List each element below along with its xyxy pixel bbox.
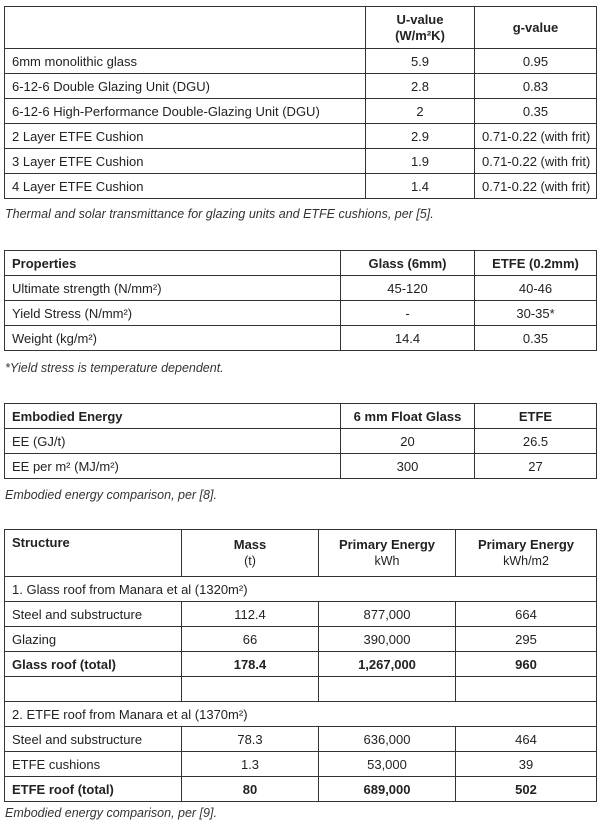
empty-cell bbox=[182, 677, 319, 702]
empty-row bbox=[5, 677, 597, 702]
table3-caption: Embodied energy comparison, per [8]. bbox=[5, 488, 217, 502]
cell-mass: 80 bbox=[182, 777, 319, 802]
table-header-row bbox=[5, 530, 597, 577]
cell-label: Weight (kg/m²) bbox=[5, 326, 341, 351]
cell-mass: 112.4 bbox=[182, 602, 319, 627]
table-row bbox=[5, 276, 597, 301]
cell-pe-m2: 502 bbox=[456, 777, 597, 802]
cell-label: Yield Stress (N/mm²) bbox=[5, 301, 341, 326]
empty-cell bbox=[456, 677, 597, 702]
cell-pe-m2: 960 bbox=[456, 652, 597, 677]
table-row bbox=[5, 454, 597, 479]
table-row bbox=[5, 174, 597, 199]
cell-pe-m2: 295 bbox=[456, 627, 597, 652]
cell-label: 4 Layer ETFE Cushion bbox=[5, 174, 366, 199]
header-g-value: g-value bbox=[475, 7, 597, 49]
cell-label: 6-12-6 Double Glazing Unit (DGU) bbox=[5, 74, 366, 99]
structure-label: Structure bbox=[12, 535, 70, 550]
primary-energy-unit: kWh bbox=[374, 554, 400, 568]
u-value-unit: (W/m²K) bbox=[395, 27, 445, 43]
thermal-table bbox=[4, 6, 597, 199]
cell-u: 1.9 bbox=[366, 149, 475, 174]
table2-caption: *Yield stress is temperature dependent. bbox=[5, 361, 224, 375]
cell-pe: 689,000 bbox=[319, 777, 456, 802]
cell-u: 5.9 bbox=[366, 49, 475, 74]
cell-glass: 300 bbox=[341, 454, 475, 479]
section-glass-roof: 1. Glass roof from Manara et al (1320m²) bbox=[5, 577, 597, 602]
cell-pe-m2: 664 bbox=[456, 602, 597, 627]
mass-unit: (t) bbox=[244, 554, 256, 568]
table-row bbox=[5, 301, 597, 326]
cell-pe: 877,000 bbox=[319, 602, 456, 627]
cell-label: EE per m² (MJ/m²) bbox=[5, 454, 341, 479]
table4-caption: Embodied energy comparison, per [9]. bbox=[5, 806, 217, 820]
header-u-value bbox=[366, 7, 475, 49]
header-embodied-energy: Embodied Energy bbox=[5, 404, 341, 429]
table-row bbox=[5, 74, 597, 99]
header-empty bbox=[5, 7, 366, 49]
cell-etfe: 40-46 bbox=[475, 276, 597, 301]
table-row bbox=[5, 124, 597, 149]
header-structure bbox=[5, 530, 182, 577]
properties-table bbox=[4, 250, 597, 351]
cell-glass: 20 bbox=[341, 429, 475, 454]
table-header-row bbox=[5, 7, 597, 49]
primary-energy-per-m2-unit: kWh/m2 bbox=[503, 554, 549, 568]
cell-label: 2 Layer ETFE Cushion bbox=[5, 124, 366, 149]
primary-energy-label: Primary Energy bbox=[338, 537, 436, 552]
empty-cell bbox=[319, 677, 456, 702]
cell-label: Ultimate strength (N/mm²) bbox=[5, 276, 341, 301]
cell-etfe: 26.5 bbox=[475, 429, 597, 454]
structure-energy-table bbox=[4, 529, 597, 802]
cell-label: 6mm monolithic glass bbox=[5, 49, 366, 74]
table-row bbox=[5, 627, 597, 652]
cell-u: 1.4 bbox=[366, 174, 475, 199]
total-row bbox=[5, 777, 597, 802]
section-row bbox=[5, 702, 597, 727]
cell-label: Glazing bbox=[5, 627, 182, 652]
table-header-row bbox=[5, 404, 597, 429]
table1-caption: Thermal and solar transmittance for glazing units and ETFE cushions, per [5]. bbox=[5, 207, 434, 221]
cell-u: 2.8 bbox=[366, 74, 475, 99]
cell-pe-m2: 464 bbox=[456, 727, 597, 752]
section-etfe-roof: 2. ETFE roof from Manara et al (1370m²) bbox=[5, 702, 597, 727]
empty-cell bbox=[5, 677, 182, 702]
table-row bbox=[5, 326, 597, 351]
table-row bbox=[5, 602, 597, 627]
header-float-glass: 6 mm Float Glass bbox=[341, 404, 475, 429]
cell-g: 0.71-0.22 (with frit) bbox=[475, 124, 597, 149]
embodied-energy-table bbox=[4, 403, 597, 479]
header-primary-energy bbox=[319, 530, 456, 577]
header-properties: Properties bbox=[5, 251, 341, 276]
cell-mass: 66 bbox=[182, 627, 319, 652]
header-etfe: ETFE bbox=[475, 404, 597, 429]
cell-pe: 53,000 bbox=[319, 752, 456, 777]
cell-label: Steel and substructure bbox=[5, 727, 182, 752]
header-glass: Glass (6mm) bbox=[341, 251, 475, 276]
cell-mass: 178.4 bbox=[182, 652, 319, 677]
header-mass bbox=[182, 530, 319, 577]
cell-label: EE (GJ/t) bbox=[5, 429, 341, 454]
cell-etfe: 30-35* bbox=[475, 301, 597, 326]
cell-label: ETFE cushions bbox=[5, 752, 182, 777]
cell-pe: 390,000 bbox=[319, 627, 456, 652]
cell-g: 0.71-0.22 (with frit) bbox=[475, 149, 597, 174]
section-row bbox=[5, 577, 597, 602]
u-value-label: U-value bbox=[396, 11, 444, 27]
cell-pe-m2: 39 bbox=[456, 752, 597, 777]
table-header-row bbox=[5, 251, 597, 276]
cell-u: 2.9 bbox=[366, 124, 475, 149]
total-row bbox=[5, 652, 597, 677]
cell-g: 0.71-0.22 (with frit) bbox=[475, 174, 597, 199]
cell-label: Glass roof (total) bbox=[5, 652, 182, 677]
cell-mass: 78.3 bbox=[182, 727, 319, 752]
table-row bbox=[5, 752, 597, 777]
cell-u: 2 bbox=[366, 99, 475, 124]
primary-energy-per-m2-label: Primary Energy bbox=[477, 537, 575, 552]
cell-g: 0.35 bbox=[475, 99, 597, 124]
cell-g: 0.83 bbox=[475, 74, 597, 99]
cell-g: 0.95 bbox=[475, 49, 597, 74]
header-primary-energy-per-m2 bbox=[456, 530, 597, 577]
table-row bbox=[5, 49, 597, 74]
cell-glass: 45-120 bbox=[341, 276, 475, 301]
cell-etfe: 0.35 bbox=[475, 326, 597, 351]
cell-pe: 1,267,000 bbox=[319, 652, 456, 677]
table-row bbox=[5, 429, 597, 454]
table-row bbox=[5, 149, 597, 174]
cell-label: Steel and substructure bbox=[5, 602, 182, 627]
cell-etfe: 27 bbox=[475, 454, 597, 479]
cell-pe: 636,000 bbox=[319, 727, 456, 752]
cell-label: ETFE roof (total) bbox=[5, 777, 182, 802]
cell-glass: - bbox=[341, 301, 475, 326]
cell-glass: 14.4 bbox=[341, 326, 475, 351]
table-row bbox=[5, 727, 597, 752]
cell-label: 6-12-6 High-Performance Double-Glazing Unit (DGU) bbox=[5, 99, 366, 124]
mass-label: Mass bbox=[233, 537, 267, 552]
cell-label: 3 Layer ETFE Cushion bbox=[5, 149, 366, 174]
header-etfe: ETFE (0.2mm) bbox=[475, 251, 597, 276]
table-row bbox=[5, 99, 597, 124]
cell-mass: 1.3 bbox=[182, 752, 319, 777]
